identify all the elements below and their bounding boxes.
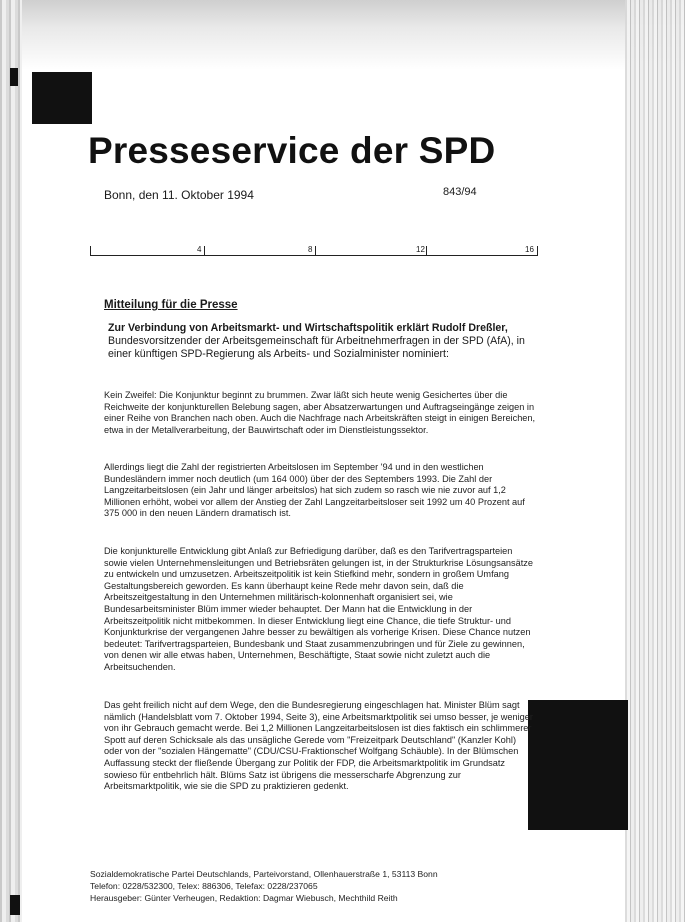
intro-lead: Zur Verbindung von Arbeitsmarkt- und Wirtschaftspolitik erklärt Rudolf Dreßler, (108, 322, 508, 334)
section-heading: Mitteilung für die Presse (104, 299, 238, 311)
ruler-tick (426, 246, 427, 256)
ruler-tick (204, 246, 205, 256)
ruler-mark: 16 (525, 245, 534, 254)
ruler-mark: 4 (197, 245, 202, 254)
ruler-mark: 12 (416, 245, 425, 254)
body-paragraph: Kein Zweifel: Die Konjunktur beginnt zu brummen. Zwar läßt sich heute wenig Gesichertes über die Reichweite der konjunkturellen Belebung sagen, aber Absatzerwartungen und Auftragseingänge zeigen in einer Reihe von Branchen nach oben. Auch die Nachfrage nach Arbeitskräften steigt in einigen Bereichen, etwa in der Metallverarbeitung, der Bauwirtschaft oder im Dienstleistungssektor. (104, 390, 536, 435)
body-paragraph: Allerdings liegt die Zahl der registrierten Arbeitslosen im September '94 und in den westlichen Bundesländern immer noch deutlich (um 164 000) über der des Septembers 1993. Die Zahl der Langzeitarbeitslosen (ein Jahr und länger arbeitslos) hat sich zudem so rasch wie nie zuvor auf 1,2 Millionen erhöht, wobei vor allem der Anstieg der Zahl Langzeitarbeitsloser seit 1992 um 40 Prozent auf 375 000 in den neuen Ländern dramatisch ist. (104, 462, 525, 519)
footer-contact: Telefon: 0228/532300, Telex: 886306, Telefax: 0228/237065 (90, 881, 318, 892)
ruler-tick (315, 246, 316, 256)
footer-imprint (90, 868, 530, 905)
intro-rest: Bundesvorsitzender der Arbeitsgemeinschaft für Arbeitnehmerfragen in der SPD (AfA), in einer künftigen SPD-Regierung als Arbeits- und Sozialminister nominiert: (108, 334, 525, 360)
footer-address: Sozialdemokratische Partei Deutschlands, Parteivorstand, Ollenhauerstraße 1, 53113 Bonn (90, 869, 438, 879)
masthead-title: Presseservice der SPD (88, 130, 496, 171)
scan-edge-right (625, 0, 685, 922)
ruler-tick (537, 246, 538, 256)
side-black-block (528, 700, 628, 830)
document-number: 843/94 (443, 186, 477, 198)
scan-mark (10, 68, 18, 86)
scan-mark (10, 895, 20, 915)
ruler-tick (90, 246, 91, 256)
body-paragraph: Das geht freilich nicht auf dem Wege, den die Bundesregierung eingeschlagen hat. Minister Blüm sagt nämlich (Handelsblatt vom 7. Oktober 1994, Seite 3), eine Arbeitsmarktpolitik sei umso besser, je weniger von ihr Gebrauch gemacht werde. Bei 1,2 Millionen Langzeitarbeitslosen ist dies faktisch ein schlimmerer Spott auf deren Schicksale als das unsägliche Gerede vom "Freizeitpark Deutschland" (Kanzler Kohl) oder von der "sozialen Hängematte" (CDU/CSU-Fraktionschef Wolfgang Schäuble). In der Blümschen Auffassung steckt der fließende Übergang zur Politik der FDP, die Arbeitsmarktpolitik im Grundsatz sowieso für entbehrlich hält. Blüms Satz ist übrigens die messerscharfe Abgrenzung zur Arbeitsmarktpolitik, wie sie die SPD zu praktizieren gedenkt. (104, 700, 533, 792)
dateline: Bonn, den 11. Oktober 1994 (104, 188, 254, 202)
ruler-mark: 8 (308, 245, 313, 254)
footer-publisher: Herausgeber: Günter Verheugen, Redaktion: Dagmar Wiebusch, Mechthild Reith (90, 893, 398, 904)
corner-black-block (32, 72, 92, 124)
tab-ruler (90, 246, 538, 256)
ruler-line (90, 255, 538, 256)
scan-edge-top (0, 0, 685, 70)
body-paragraph: Die konjunkturelle Entwicklung gibt Anlaß zur Befriedigung darüber, daß es den Tarifvertragsparteien sowie vielen Unternehmensleitungen und Betriebsräten gelungen ist, in der Strukturkrise Lösungsansätze zu entwickeln und umzusetzen. Arbeitszeitpolitik ist kein Stiefkind mehr, sondern in großem Umfang Gestaltungsbereich geworden. Es kann überhaupt keine Rede mehr davon sein, daß die Arbeitszeitgestaltung in den Unternehmen militärisch-kolonnenhaft organisiert sei, wie Bundesarbeitsminister Blüm immer wieder behauptet. Der Mann hat die Entwicklung in der Arbeitszeitpolitik nicht mitbekommen. In dieser Entwicklung liegt eine Chance, die tiefe Struktur- und Konjunkturkrise der vergangenen Jahre besser zu bewältigen als vorherige Krisen. Diese Chance nutzen bedeutet: Tarifvertragsparteien, Bundesbank und Staat zusammenzubringen und für Ziele zu gewinnen, von denen wir alle etwas haben, Unternehmen, Beschäftigte, Staat sowie nicht zuletzt auch die Arbeitsuchenden. (104, 546, 534, 672)
scan-edge-left (0, 0, 22, 922)
intro-statement (108, 322, 538, 360)
